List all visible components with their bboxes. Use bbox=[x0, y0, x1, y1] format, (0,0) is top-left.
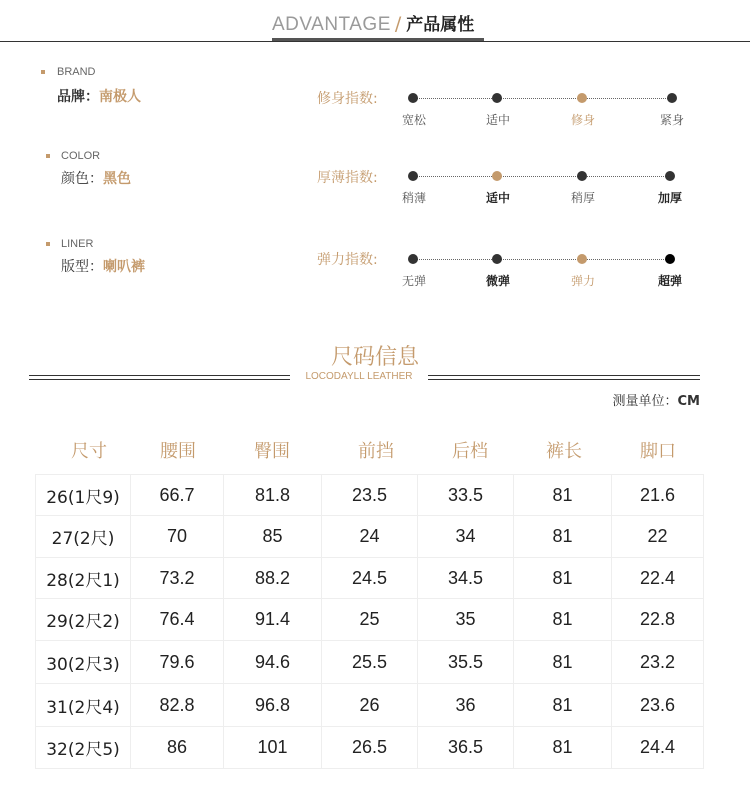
bullet-icon bbox=[41, 70, 45, 74]
index-track bbox=[414, 98, 672, 99]
attr-cn-text: 品牌：南极人 bbox=[57, 89, 141, 105]
col-header-hip: 臀围 bbox=[254, 441, 290, 462]
index-track bbox=[414, 259, 672, 260]
table-cell: 25.5 bbox=[322, 641, 418, 684]
size-cell: 31(2尺4) bbox=[36, 684, 131, 727]
table-cell: 34.5 bbox=[418, 558, 514, 599]
index-dot bbox=[665, 254, 675, 264]
size-cell: 30(2尺3) bbox=[36, 641, 131, 684]
index-label: 厚薄指数: bbox=[317, 170, 378, 186]
page-title bbox=[272, 10, 474, 40]
table-cell: 70 bbox=[131, 516, 224, 558]
size-cell: 32(2尺5) bbox=[36, 727, 131, 769]
index-option: 紧身 bbox=[659, 113, 684, 127]
size-cell: 29(2尺2) bbox=[36, 599, 131, 641]
table-cell: 73.2 bbox=[131, 558, 224, 599]
size-divider-left bbox=[29, 375, 290, 380]
attr-en-label: LINER bbox=[61, 238, 94, 250]
table-cell: 96.8 bbox=[224, 684, 322, 727]
table-cell: 21.6 bbox=[612, 475, 704, 516]
table-cell: 36.5 bbox=[418, 727, 514, 769]
index-option-selected: 修身 bbox=[570, 113, 595, 127]
attr-cn-text: 版型：喇叭裤 bbox=[61, 259, 145, 275]
title-slash: / bbox=[394, 13, 402, 35]
table-row bbox=[36, 475, 704, 516]
table-cell: 76.4 bbox=[131, 599, 224, 641]
table-cell: 81.8 bbox=[224, 475, 322, 516]
table-cell: 33.5 bbox=[418, 475, 514, 516]
table-row bbox=[36, 684, 704, 727]
table-cell: 81 bbox=[514, 727, 612, 769]
index-dot bbox=[492, 93, 502, 103]
table-cell: 79.6 bbox=[131, 641, 224, 684]
index-option: 加厚 bbox=[657, 191, 682, 205]
table-row bbox=[36, 516, 704, 558]
index-dot bbox=[408, 254, 418, 264]
index-dot bbox=[408, 171, 418, 181]
index-label: 修身指数: bbox=[317, 91, 378, 107]
index-dot bbox=[665, 171, 675, 181]
table-cell: 24 bbox=[322, 516, 418, 558]
table-row bbox=[36, 641, 704, 684]
index-track bbox=[414, 176, 672, 177]
table-cell: 25 bbox=[322, 599, 418, 641]
table-cell: 34 bbox=[418, 516, 514, 558]
table-row bbox=[36, 558, 704, 599]
index-dot bbox=[492, 254, 502, 264]
index-option-selected: 适中 bbox=[485, 191, 510, 205]
index-option: 稍厚 bbox=[570, 191, 595, 205]
measure-unit: 测量单位：CM bbox=[612, 394, 700, 409]
table-cell: 101 bbox=[224, 727, 322, 769]
attr-en-label: BRAND bbox=[57, 66, 96, 78]
index-dot bbox=[408, 93, 418, 103]
table-cell: 81 bbox=[514, 558, 612, 599]
col-header-hem: 脚口 bbox=[640, 441, 676, 462]
index-option-selected: 弹力 bbox=[570, 274, 595, 288]
index-option: 宽松 bbox=[401, 113, 426, 127]
index-option: 超弹 bbox=[657, 274, 682, 288]
table-cell: 86 bbox=[131, 727, 224, 769]
index-option: 无弹 bbox=[401, 274, 426, 288]
bullet-icon bbox=[46, 242, 50, 246]
table-cell: 35.5 bbox=[418, 641, 514, 684]
title-cn: 产品属性 bbox=[406, 15, 475, 35]
col-header-length: 裤长 bbox=[546, 441, 582, 462]
col-header-waist: 腰围 bbox=[160, 441, 196, 462]
table-row bbox=[36, 727, 704, 769]
table-cell: 94.6 bbox=[224, 641, 322, 684]
size-table bbox=[35, 474, 704, 769]
index-option: 微弹 bbox=[485, 274, 510, 288]
table-cell: 24.5 bbox=[322, 558, 418, 599]
bullet-icon bbox=[46, 154, 50, 158]
table-cell: 82.8 bbox=[131, 684, 224, 727]
table-cell: 23.6 bbox=[612, 684, 704, 727]
table-cell: 91.4 bbox=[224, 599, 322, 641]
size-title: 尺码信息 bbox=[330, 345, 419, 370]
table-cell: 22.4 bbox=[612, 558, 704, 599]
table-cell: 81 bbox=[514, 641, 612, 684]
table-cell: 36 bbox=[418, 684, 514, 727]
table-row bbox=[36, 599, 704, 641]
table-cell: 85 bbox=[224, 516, 322, 558]
size-subtitle: LOCODAYLL LEATHER bbox=[305, 371, 413, 382]
index-dot bbox=[667, 93, 677, 103]
table-cell: 81 bbox=[514, 516, 612, 558]
size-divider-right bbox=[428, 375, 700, 380]
index-dot-selected bbox=[577, 93, 587, 103]
title-en: ADVANTAGE bbox=[272, 14, 391, 35]
table-cell: 23.2 bbox=[612, 641, 704, 684]
index-dot bbox=[577, 171, 587, 181]
size-cell: 26(1尺9) bbox=[36, 475, 131, 516]
table-cell: 22 bbox=[612, 516, 704, 558]
table-cell: 22.8 bbox=[612, 599, 704, 641]
table-cell: 88.2 bbox=[224, 558, 322, 599]
col-header-back-rise: 后档 bbox=[452, 441, 488, 462]
index-label: 弹力指数: bbox=[317, 252, 378, 268]
col-header-front-rise: 前挡 bbox=[358, 441, 394, 462]
index-dot-selected bbox=[492, 171, 502, 181]
index-option: 适中 bbox=[485, 113, 510, 127]
table-cell: 81 bbox=[514, 684, 612, 727]
title-underline bbox=[272, 38, 484, 41]
index-dot-selected bbox=[577, 254, 587, 264]
attr-en-label: COLOR bbox=[61, 150, 101, 162]
size-cell: 28(2尺1) bbox=[36, 558, 131, 599]
table-cell: 35 bbox=[418, 599, 514, 641]
table-cell: 26 bbox=[322, 684, 418, 727]
table-cell: 24.4 bbox=[612, 727, 704, 769]
index-option: 稍薄 bbox=[401, 191, 426, 205]
col-header-size: 尺寸 bbox=[71, 441, 107, 462]
table-cell: 23.5 bbox=[322, 475, 418, 516]
header-rule bbox=[0, 41, 750, 42]
table-cell: 66.7 bbox=[131, 475, 224, 516]
size-cell: 27(2尺) bbox=[36, 516, 131, 558]
table-cell: 26.5 bbox=[322, 727, 418, 769]
table-cell: 81 bbox=[514, 475, 612, 516]
attr-cn-text: 颜色：黑色 bbox=[61, 171, 131, 187]
table-cell: 81 bbox=[514, 599, 612, 641]
